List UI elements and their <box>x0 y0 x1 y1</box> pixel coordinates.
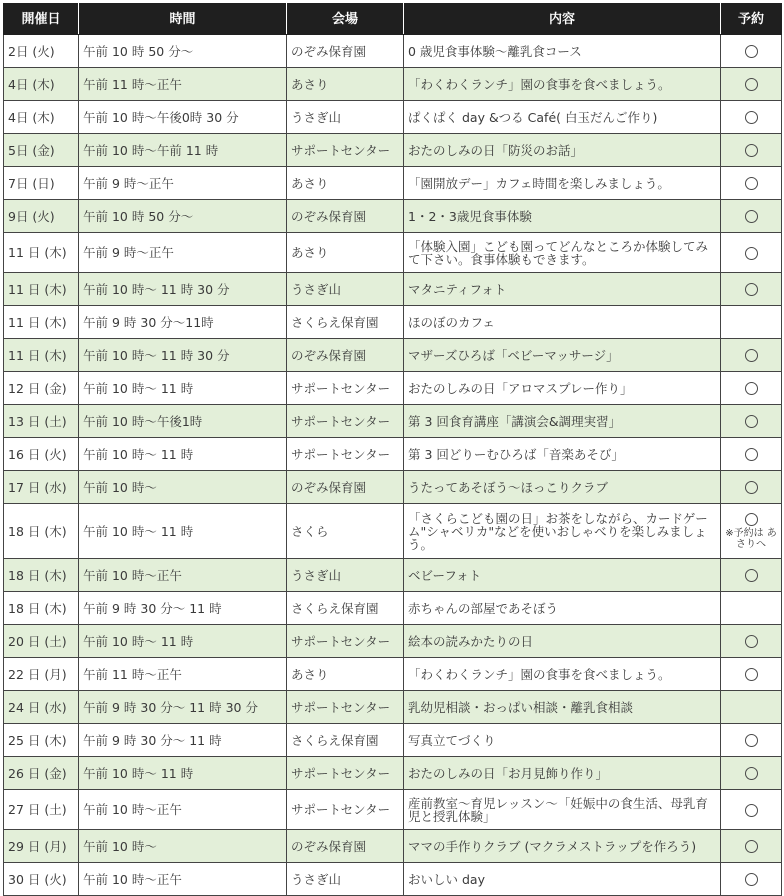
cell-date <box>4 691 79 724</box>
table-row <box>4 438 782 471</box>
table-row <box>4 471 782 504</box>
cell-venue <box>287 504 404 559</box>
cell-reservation <box>721 167 782 200</box>
venue-text: さくらえ保育園 <box>291 732 379 748</box>
table-row <box>4 372 782 405</box>
reservation-required-icon <box>745 382 758 395</box>
cell-reservation <box>721 35 782 68</box>
time-text: 午前 9 時 30 分～11時 <box>83 314 214 330</box>
cell-content <box>404 691 721 724</box>
reservation-required-icon <box>745 210 758 223</box>
table-row <box>4 724 782 757</box>
time-text: 午前 10 時～ <box>83 838 157 854</box>
venue-text: さくらえ保育園 <box>291 600 379 616</box>
header-venue: 会場 <box>287 4 404 35</box>
time-text: 午前 10 時～正午 <box>83 871 182 887</box>
cell-content <box>404 830 721 863</box>
cell-content <box>404 625 721 658</box>
venue-text: サポートセンター <box>291 802 391 817</box>
time-text: 午前 9 時 30 分～ 11 時 <box>83 732 222 748</box>
venue-text: のぞみ保育園 <box>291 479 367 495</box>
cell-date <box>4 200 79 233</box>
time-text: 午前 9 時 30 分～ 11 時 <box>83 600 222 616</box>
venue-text: あさり <box>291 245 329 260</box>
reservation-required-icon <box>745 767 758 780</box>
cell-time <box>79 724 287 757</box>
table-header-row <box>4 4 782 35</box>
cell-date <box>4 167 79 200</box>
date-text: 2日 (火) <box>8 43 55 59</box>
cell-venue <box>287 830 404 863</box>
venue-text: サポートセンター <box>291 699 391 715</box>
cell-reservation <box>721 339 782 372</box>
reservation-required-icon <box>745 734 758 747</box>
cell-reservation <box>721 233 782 273</box>
date-text: 24 日 (水) <box>8 699 67 715</box>
time-text: 午前 10 時～ 11 時 30 分 <box>83 347 230 363</box>
cell-reservation <box>721 273 782 306</box>
content-text: うたってあそぼう～ほっこりクラブ <box>408 479 609 495</box>
cell-reservation <box>721 863 782 896</box>
cell-time <box>79 830 287 863</box>
cell-content <box>404 134 721 167</box>
table-row <box>4 200 782 233</box>
date-text: 27 日 (土) <box>8 802 67 817</box>
date-text: 11 日 (木) <box>8 314 67 330</box>
time-text: 午前 9 時 30 分～ 11 時 30 分 <box>83 699 258 715</box>
cell-content <box>404 724 721 757</box>
date-text: 9日 (火) <box>8 208 55 224</box>
cell-content <box>404 790 721 830</box>
cell-reservation <box>721 830 782 863</box>
cell-time <box>79 559 287 592</box>
cell-time <box>79 658 287 691</box>
cell-time <box>79 757 287 790</box>
reservation-required-icon <box>745 448 758 461</box>
cell-time <box>79 372 287 405</box>
content-text: おたのしみの日「防災のお話」 <box>408 142 584 158</box>
reservation-required-icon <box>745 873 758 886</box>
header-reservation: 予約 <box>721 4 782 35</box>
cell-reservation <box>721 559 782 592</box>
reservation-required-icon <box>745 804 758 817</box>
reservation-required-icon <box>745 415 758 428</box>
cell-venue <box>287 592 404 625</box>
cell-content <box>404 167 721 200</box>
cell-time <box>79 625 287 658</box>
content-text: ぱくぱく day &つる Café( 白玉だんご作り) <box>408 109 658 125</box>
cell-date <box>4 233 79 273</box>
date-text: 29 日 (月) <box>8 838 67 854</box>
reservation-required-icon <box>745 840 758 853</box>
content-text: 第 3 回どりーむひろば「音楽あそび」 <box>408 446 624 462</box>
cell-time <box>79 339 287 372</box>
time-text: 午前 10 時～午後0時 30 分 <box>83 109 239 125</box>
cell-date <box>4 559 79 592</box>
cell-date <box>4 273 79 306</box>
cell-date <box>4 625 79 658</box>
table-row <box>4 504 782 559</box>
cell-content <box>404 101 721 134</box>
date-text: 4日 (木) <box>8 109 55 125</box>
cell-date <box>4 592 79 625</box>
reservation-required-icon <box>745 78 758 91</box>
cell-time <box>79 438 287 471</box>
date-text: 26 日 (金) <box>8 765 67 781</box>
time-text: 午前 10 時～正午 <box>83 802 182 817</box>
cell-content <box>404 471 721 504</box>
cell-venue <box>287 691 404 724</box>
reservation-required-icon <box>745 247 758 260</box>
venue-text: うさぎ山 <box>291 281 342 297</box>
venue-text: のぞみ保育園 <box>291 838 367 854</box>
header-time: 時間 <box>79 4 287 35</box>
cell-time <box>79 863 287 896</box>
cell-reservation <box>721 405 782 438</box>
cell-venue <box>287 200 404 233</box>
table-row <box>4 863 782 896</box>
time-text: 午前 10 時～ 11 時 <box>83 633 194 649</box>
cell-content <box>404 405 721 438</box>
cell-content <box>404 68 721 101</box>
venue-text: あさり <box>291 175 329 191</box>
cell-content <box>404 200 721 233</box>
cell-date <box>4 134 79 167</box>
content-text: 第 3 回食育講座「講演会&調理実習」 <box>408 413 622 429</box>
content-text: 「体験入園」こども園ってどんなところか体験してみて下さい。食事体験もできます。 <box>408 238 709 267</box>
cell-time <box>79 273 287 306</box>
cell-reservation <box>721 306 782 339</box>
date-text: 18 日 (木) <box>8 600 67 616</box>
content-text: マザーズひろば「ベビーマッサージ」 <box>408 347 619 363</box>
cell-reservation <box>721 504 782 559</box>
content-text: マタニティフォト <box>408 281 507 297</box>
reservation-required-icon <box>745 111 758 124</box>
table-row <box>4 559 782 592</box>
cell-date <box>4 504 79 559</box>
table-row <box>4 691 782 724</box>
cell-time <box>79 167 287 200</box>
cell-reservation <box>721 658 782 691</box>
content-text: 乳幼児相談・おっぱい相談・離乳食相談 <box>408 699 634 715</box>
content-text: 1・2・3歳児食事体験 <box>408 208 532 224</box>
reservation-required-icon <box>745 349 758 362</box>
time-text: 午前 10 時～ 11 時 <box>83 446 194 462</box>
date-text: 22 日 (月) <box>8 666 67 682</box>
cell-content <box>404 863 721 896</box>
cell-date <box>4 101 79 134</box>
cell-reservation <box>721 68 782 101</box>
time-text: 午前 10 時 50 分～ <box>83 43 194 59</box>
cell-venue <box>287 167 404 200</box>
cell-time <box>79 504 287 559</box>
venue-text: あさり <box>291 76 329 92</box>
venue-text: サポートセンター <box>291 413 391 429</box>
cell-reservation <box>721 471 782 504</box>
cell-venue <box>287 863 404 896</box>
cell-reservation <box>721 625 782 658</box>
cell-venue <box>287 35 404 68</box>
content-text: ママの手作りクラブ (マクラメストラップを作ろう) <box>408 838 697 854</box>
date-text: 18 日 (木) <box>8 567 67 583</box>
table-row <box>4 757 782 790</box>
reservation-required-icon <box>745 668 758 681</box>
date-text: 11 日 (木) <box>8 245 67 260</box>
table-row <box>4 306 782 339</box>
cell-venue <box>287 306 404 339</box>
venue-text: さくらえ保育園 <box>291 314 379 330</box>
cell-reservation <box>721 200 782 233</box>
cell-date <box>4 863 79 896</box>
content-text: 赤ちゃんの部屋であそぼう <box>408 600 559 616</box>
reservation-required-icon <box>745 177 758 190</box>
cell-content <box>404 372 721 405</box>
content-text: 写真立てづくり <box>408 732 496 748</box>
cell-venue <box>287 273 404 306</box>
time-text: 午前 9 時～正午 <box>83 245 174 260</box>
cell-venue <box>287 471 404 504</box>
content-text: おたのしみの日「アロマスプレー作り」 <box>408 380 633 396</box>
reservation-required-icon <box>745 635 758 648</box>
cell-reservation <box>721 438 782 471</box>
content-text: 0 歳児食事体験～離乳食コース <box>408 43 582 59</box>
cell-venue <box>287 68 404 101</box>
header-date: 開催日 <box>4 4 79 35</box>
cell-date <box>4 405 79 438</box>
cell-content <box>404 306 721 339</box>
table-row <box>4 658 782 691</box>
cell-time <box>79 691 287 724</box>
cell-time <box>79 592 287 625</box>
cell-reservation <box>721 757 782 790</box>
table-row <box>4 35 782 68</box>
cell-content <box>404 35 721 68</box>
table-row <box>4 68 782 101</box>
time-text: 午前 10 時～ 11 時 30 分 <box>83 281 230 297</box>
cell-content <box>404 339 721 372</box>
cell-venue <box>287 372 404 405</box>
content-text: 「わくわくランチ」園の食事を食べましょう。 <box>408 76 671 92</box>
cell-venue <box>287 405 404 438</box>
content-text: 「さくらこども園の日」お茶をしながら、カードゲーム"シャベリカ"などを使いおしゃべりを楽しみましょう。 <box>408 510 708 552</box>
cell-reservation <box>721 790 782 830</box>
reservation-note: ※予約は あさりへ <box>725 528 777 550</box>
cell-reservation <box>721 134 782 167</box>
cell-reservation <box>721 724 782 757</box>
cell-reservation <box>721 592 782 625</box>
time-text: 午前 10 時～ 11 時 <box>83 523 194 539</box>
date-text: 30 日 (火) <box>8 871 67 887</box>
reservation-required-icon <box>745 45 758 58</box>
content-text: ベビーフォト <box>408 567 482 583</box>
cell-content <box>404 273 721 306</box>
time-text: 午前 10 時～ <box>83 479 157 495</box>
date-text: 4日 (木) <box>8 76 55 92</box>
table-row <box>4 790 782 830</box>
content-text: おいしい day <box>408 871 485 887</box>
date-text: 20 日 (土) <box>8 633 67 649</box>
cell-venue <box>287 233 404 273</box>
cell-date <box>4 724 79 757</box>
cell-content <box>404 504 721 559</box>
table-row <box>4 339 782 372</box>
venue-text: サポートセンター <box>291 633 391 649</box>
cell-time <box>79 101 287 134</box>
cell-venue <box>287 790 404 830</box>
cell-date <box>4 790 79 830</box>
cell-date <box>4 757 79 790</box>
cell-venue <box>287 134 404 167</box>
cell-venue <box>287 438 404 471</box>
cell-time <box>79 35 287 68</box>
venue-text: サポートセンター <box>291 765 391 781</box>
cell-venue <box>287 559 404 592</box>
cell-time <box>79 306 287 339</box>
table-row <box>4 233 782 273</box>
cell-venue <box>287 625 404 658</box>
cell-reservation <box>721 101 782 134</box>
reservation-required-icon <box>745 283 758 296</box>
time-text: 午前 10 時～午前 11 時 <box>83 142 219 158</box>
table-row <box>4 830 782 863</box>
time-text: 午前 10 時～正午 <box>83 567 182 583</box>
cell-content <box>404 233 721 273</box>
date-text: 16 日 (火) <box>8 446 67 462</box>
venue-text: のぞみ保育園 <box>291 208 367 224</box>
cell-venue <box>287 101 404 134</box>
venue-text: うさぎ山 <box>291 109 342 125</box>
cell-time <box>79 471 287 504</box>
reservation-required-icon <box>745 513 758 526</box>
cell-time <box>79 405 287 438</box>
date-text: 18 日 (木) <box>8 523 67 539</box>
date-text: 17 日 (水) <box>8 479 67 495</box>
table-row <box>4 592 782 625</box>
table-row <box>4 134 782 167</box>
table-row <box>4 625 782 658</box>
cell-date <box>4 35 79 68</box>
cell-content <box>404 438 721 471</box>
venue-text: のぞみ保育園 <box>291 43 367 59</box>
event-schedule-table <box>3 3 782 896</box>
cell-time <box>79 134 287 167</box>
cell-venue <box>287 339 404 372</box>
time-text: 午前 10 時～ 11 時 <box>83 765 194 781</box>
cell-venue <box>287 658 404 691</box>
cell-date <box>4 658 79 691</box>
time-text: 午前 10 時 50 分～ <box>83 208 194 224</box>
date-text: 25 日 (木) <box>8 732 67 748</box>
table-row <box>4 273 782 306</box>
time-text: 午前 9 時～正午 <box>83 175 174 191</box>
cell-time <box>79 200 287 233</box>
reservation-required-icon <box>745 481 758 494</box>
cell-venue <box>287 757 404 790</box>
content-text: 産前教室～育児レッスン～「妊娠中の食生活、母乳育児と授乳体験」 <box>408 795 708 824</box>
cell-time <box>79 68 287 101</box>
cell-date <box>4 830 79 863</box>
venue-text: あさり <box>291 666 329 682</box>
venue-text: うさぎ山 <box>291 567 342 583</box>
venue-text: のぞみ保育園 <box>291 347 367 363</box>
time-text: 午前 10 時～ 11 時 <box>83 380 194 396</box>
cell-date <box>4 339 79 372</box>
cell-content <box>404 559 721 592</box>
time-text: 午前 10 時～午後1時 <box>83 413 203 429</box>
date-text: 11 日 (木) <box>8 347 67 363</box>
reservation-required-icon <box>745 144 758 157</box>
table-row <box>4 167 782 200</box>
table-row <box>4 101 782 134</box>
content-text: 「園開放デー」カフェ時間を楽しみましょう。 <box>408 175 670 191</box>
date-text: 7日 (日) <box>8 175 55 191</box>
cell-date <box>4 471 79 504</box>
date-text: 13 日 (土) <box>8 413 67 429</box>
table-row <box>4 405 782 438</box>
cell-time <box>79 790 287 830</box>
cell-reservation <box>721 372 782 405</box>
venue-text: サポートセンター <box>291 142 391 158</box>
date-text: 12 日 (金) <box>8 380 67 396</box>
content-text: 絵本の読みかたりの日 <box>408 633 534 649</box>
date-text: 5日 (金) <box>8 142 55 158</box>
venue-text: サポートセンター <box>291 446 391 462</box>
cell-date <box>4 372 79 405</box>
venue-text: うさぎ山 <box>291 871 342 887</box>
reservation-required-icon <box>745 569 758 582</box>
venue-text: さくら <box>291 523 329 539</box>
cell-time <box>79 233 287 273</box>
cell-date <box>4 438 79 471</box>
cell-date <box>4 306 79 339</box>
venue-text: サポートセンター <box>291 380 391 396</box>
cell-date <box>4 68 79 101</box>
date-text: 11 日 (木) <box>8 281 67 297</box>
cell-reservation <box>721 691 782 724</box>
table-body <box>4 35 782 896</box>
time-text: 午前 11 時～正午 <box>83 76 182 92</box>
content-text: 「わくわくランチ」園の食事を食べましょう。 <box>408 666 671 682</box>
time-text: 午前 11 時～正午 <box>83 666 182 682</box>
cell-content <box>404 592 721 625</box>
content-text: ほのぼのカフェ <box>408 314 495 330</box>
cell-content <box>404 658 721 691</box>
cell-content <box>404 757 721 790</box>
content-text: おたのしみの日「お月見飾り作り」 <box>408 765 609 781</box>
header-content: 内容 <box>404 4 721 35</box>
cell-venue <box>287 724 404 757</box>
